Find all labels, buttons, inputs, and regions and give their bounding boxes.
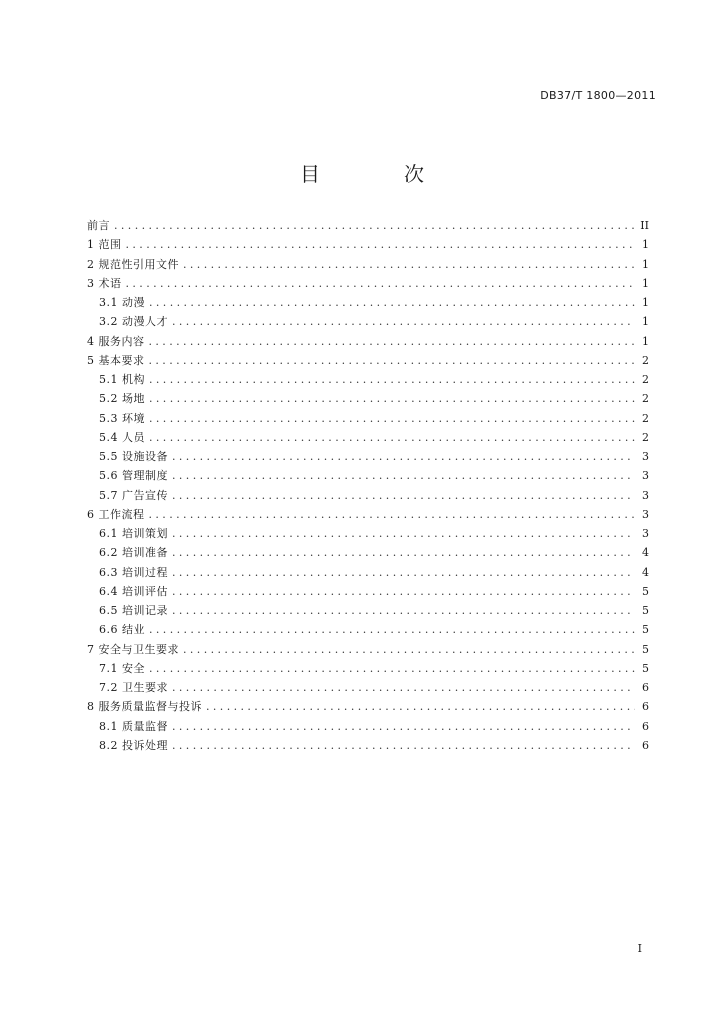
toc-entry-label: 8.1 质量监督 xyxy=(99,719,168,733)
toc-entry-page: 3 xyxy=(642,488,649,502)
toc-entry-page: II xyxy=(640,219,649,232)
toc-entry-page: 3 xyxy=(642,469,649,483)
toc-leader-dots xyxy=(172,717,635,736)
toc-entry[interactable] xyxy=(87,255,649,274)
toc-entry-page: 5 xyxy=(642,642,649,656)
toc-entry[interactable] xyxy=(87,447,649,466)
toc-entry-page: 1 xyxy=(642,238,649,252)
toc-entry[interactable] xyxy=(87,563,649,582)
toc-entry[interactable] xyxy=(87,312,649,331)
toc-entry[interactable] xyxy=(87,620,649,639)
toc-entry-label: 3.2 动漫人才 xyxy=(99,315,168,329)
toc-entry[interactable] xyxy=(87,524,649,543)
toc-entry-label: 5.4 人员 xyxy=(99,430,145,444)
toc-entry[interactable] xyxy=(87,332,649,351)
toc-entry-label: 6.2 培训准备 xyxy=(99,546,168,560)
toc-leader-dots xyxy=(172,543,635,562)
toc-entry-page: 1 xyxy=(642,315,649,329)
toc-leader-dots xyxy=(126,235,636,254)
toc-entry-label: 7.2 卫生要求 xyxy=(99,681,168,694)
toc-leader-dots xyxy=(172,563,635,582)
toc-entry-page: 1 xyxy=(642,257,649,271)
toc-entry-page: 1 xyxy=(642,296,649,309)
toc-entry-page: 4 xyxy=(642,546,649,560)
toc-entry-page: 1 xyxy=(642,276,649,290)
toc-leader-dots xyxy=(149,659,635,678)
toc-entry-label: 1 范围 xyxy=(87,238,122,252)
toc-leader-dots xyxy=(149,620,635,639)
toc-entry[interactable] xyxy=(87,697,649,716)
toc-entry-page: 2 xyxy=(642,392,649,406)
toc-entry-label: 7.1 安全 xyxy=(99,661,145,675)
toc-entry-label: 6.6 结业 xyxy=(99,623,145,637)
toc-entry[interactable] xyxy=(87,389,649,408)
toc-entry-label: 7 安全与卫生要求 xyxy=(87,642,179,656)
toc-entry[interactable] xyxy=(87,543,649,562)
toc-leader-dots xyxy=(172,524,635,543)
toc-entry-label: 6.4 培训评估 xyxy=(99,584,168,598)
toc-entry[interactable] xyxy=(87,235,649,254)
toc-entry[interactable] xyxy=(87,466,649,485)
toc-entry-page: 3 xyxy=(642,507,649,521)
toc-entry-page: 6 xyxy=(642,719,649,733)
toc-leader-dots xyxy=(149,293,635,312)
toc-entry-label: 2 规范性引用文件 xyxy=(87,257,179,271)
toc-entry[interactable] xyxy=(87,678,649,697)
toc-entry-page: 6 xyxy=(642,738,649,752)
toc-entry-label: 6 工作流程 xyxy=(87,507,145,521)
toc-entry-label: 5.7 广告宣传 xyxy=(99,488,168,502)
toc-leader-dots xyxy=(172,486,635,505)
toc-entry[interactable] xyxy=(87,640,649,659)
toc-entry[interactable] xyxy=(87,582,649,601)
toc-leader-dots xyxy=(172,582,635,601)
toc-leader-dots xyxy=(172,601,635,620)
toc-leader-dots xyxy=(114,216,634,235)
toc-entry-page: 5 xyxy=(642,623,649,637)
toc-leader-dots xyxy=(172,466,635,485)
toc-entry-label: 5.3 环境 xyxy=(99,411,145,425)
toc-leader-dots xyxy=(183,255,635,274)
toc-leader-dots xyxy=(172,447,635,466)
toc-entry[interactable] xyxy=(87,505,649,524)
toc-entry[interactable] xyxy=(87,409,649,428)
document-code: DB37/T 1800—2011 xyxy=(540,89,656,102)
toc-leader-dots xyxy=(172,736,635,755)
toc-leader-dots xyxy=(149,370,635,389)
toc-leader-dots xyxy=(183,640,635,659)
toc-leader-dots xyxy=(149,505,636,524)
page-title: 目 次 xyxy=(300,162,456,186)
toc-leader-dots xyxy=(172,312,635,331)
toc-entry[interactable] xyxy=(87,216,649,235)
page-number: I xyxy=(637,942,642,955)
toc-entry[interactable] xyxy=(87,274,649,293)
toc-entry[interactable] xyxy=(87,370,649,389)
toc-leader-dots xyxy=(149,409,635,428)
toc-leader-dots xyxy=(126,274,636,293)
toc-entry-page: 6 xyxy=(642,681,649,694)
toc-entry[interactable] xyxy=(87,736,649,755)
toc-entry-page: 2 xyxy=(642,353,649,367)
toc-entry-page: 5 xyxy=(642,584,649,598)
toc-entry[interactable] xyxy=(87,717,649,736)
toc-leader-dots xyxy=(149,332,636,351)
toc-entry[interactable] xyxy=(87,293,649,312)
toc-entry-label: 5.5 设施设备 xyxy=(99,450,168,463)
toc-entry-page: 3 xyxy=(642,450,649,463)
toc-entry-label: 前言 xyxy=(87,219,110,232)
toc-entry-label: 8 服务质量监督与投诉 xyxy=(87,700,202,714)
toc-entry[interactable] xyxy=(87,428,649,447)
toc-entry-page: 3 xyxy=(642,527,649,540)
toc-leader-dots xyxy=(206,697,635,716)
toc-entry[interactable] xyxy=(87,601,649,620)
toc-entry-label: 8.2 投诉处理 xyxy=(99,738,168,752)
toc-entry-label: 5.2 场地 xyxy=(99,392,145,406)
toc-entry-label: 6.1 培训策划 xyxy=(99,527,168,540)
toc-entry-label: 4 服务内容 xyxy=(87,334,145,348)
toc-entry-label: 5.1 机构 xyxy=(99,373,145,386)
toc-entry-page: 5 xyxy=(642,661,649,675)
toc-entry-label: 3 术语 xyxy=(87,276,122,290)
table-of-contents xyxy=(87,216,649,755)
toc-entry-label: 6.5 培训记录 xyxy=(99,604,168,617)
toc-entry-page: 2 xyxy=(642,430,649,444)
toc-leader-dots xyxy=(149,351,636,370)
toc-entry[interactable] xyxy=(87,351,649,370)
toc-entry-label: 5.6 管理制度 xyxy=(99,469,168,483)
toc-entry-page: 5 xyxy=(642,604,649,617)
toc-leader-dots xyxy=(172,678,635,697)
toc-leader-dots xyxy=(149,389,635,408)
toc-entry-page: 6 xyxy=(642,700,649,714)
toc-entry[interactable] xyxy=(87,659,649,678)
toc-entry-page: 2 xyxy=(642,411,649,425)
toc-entry[interactable] xyxy=(87,486,649,505)
toc-entry-label: 5 基本要求 xyxy=(87,353,145,367)
toc-entry-page: 1 xyxy=(642,334,649,348)
toc-entry-label: 3.1 动漫 xyxy=(99,296,145,309)
toc-entry-label: 6.3 培训过程 xyxy=(99,565,168,579)
toc-entry-page: 4 xyxy=(642,565,649,579)
toc-entry-page: 2 xyxy=(642,373,649,386)
toc-leader-dots xyxy=(149,428,635,447)
